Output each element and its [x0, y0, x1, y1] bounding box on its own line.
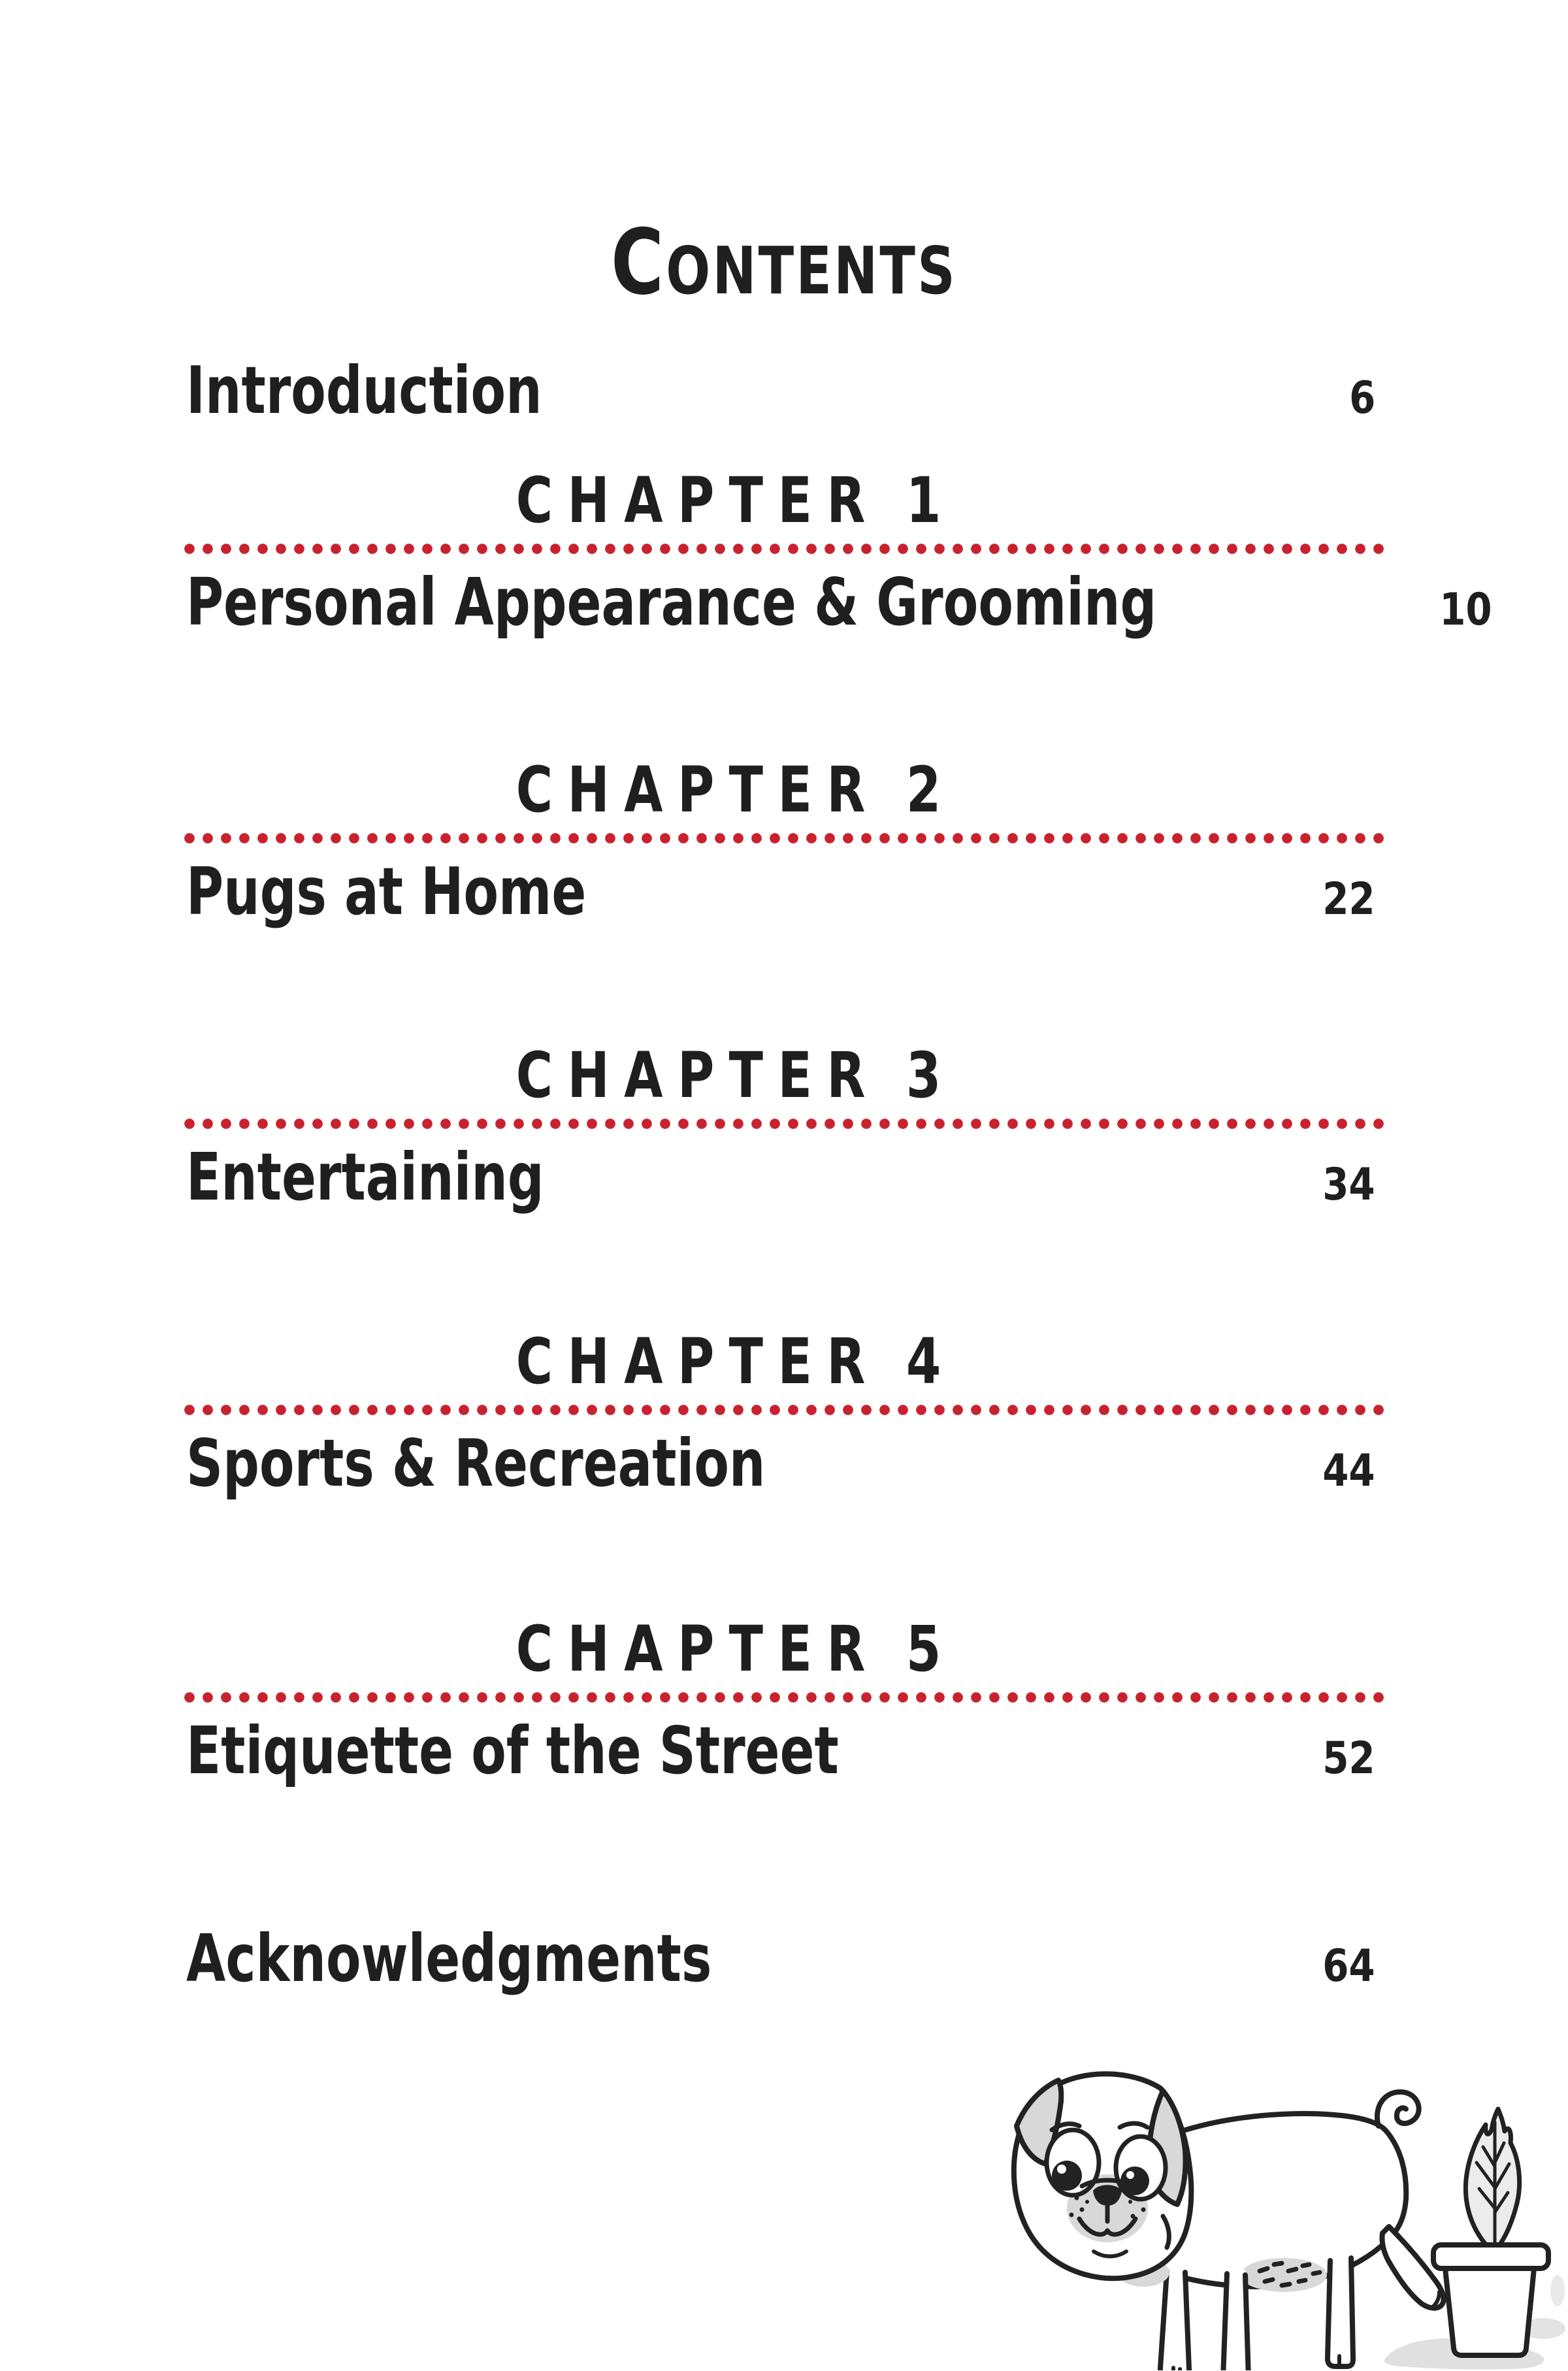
dotted-divider	[183, 1403, 1385, 1416]
page-title: CONTENTS	[611, 210, 957, 315]
toc-entry-introduction	[183, 352, 1385, 429]
toc-entry	[183, 1139, 1385, 1215]
toc-entry	[183, 1425, 1385, 1501]
toc-entry-title: Sports & Recreation	[186, 1425, 766, 1501]
toc-entry-title: Introduction	[186, 352, 542, 429]
chapter-label: CHAPTER	[515, 1612, 880, 1686]
pug	[1014, 2074, 1444, 2370]
toc-entry-acknowledgments	[183, 1920, 1385, 1997]
toc-page-number: 10	[1439, 584, 1492, 636]
chapter-number: 3	[906, 1039, 941, 1112]
potted-plant	[1433, 2109, 1548, 2355]
toc-chapter-block-2	[183, 753, 1385, 961]
toc-page-number: 6	[1348, 372, 1375, 424]
toc-page-number: 44	[1322, 1445, 1375, 1497]
chapter-label: CHAPTER	[515, 464, 880, 537]
chapter-number: 5	[906, 1612, 941, 1686]
toc-page-number: 22	[1322, 874, 1375, 925]
toc-page-number: 52	[1322, 1733, 1375, 1784]
chapter-heading	[292, 464, 1165, 537]
dotted-divider	[183, 832, 1385, 845]
dotted-divider	[183, 1691, 1385, 1704]
toc-entry	[183, 1712, 1385, 1789]
toc-entry	[183, 564, 1492, 640]
chapter-label: CHAPTER	[515, 1325, 880, 1398]
chapter-number: 4	[906, 1325, 941, 1398]
toc-chapter-block-3	[183, 1039, 1385, 1247]
toc-chapter-block-5	[183, 1612, 1385, 1820]
toc-chapter-block-4	[183, 1325, 1385, 1533]
pug-illustration	[947, 1991, 1568, 2370]
chapter-label: CHAPTER	[515, 753, 880, 826]
chapter-number: 1	[906, 464, 941, 537]
toc-page-number: 64	[1322, 1940, 1375, 1992]
toc-page-number: 34	[1322, 1159, 1375, 1211]
toc-entry-title: Personal Appearance & Grooming	[186, 564, 1157, 640]
chapter-heading	[292, 1325, 1165, 1398]
toc-chapter-block-1	[183, 464, 1492, 672]
toc-entry-title: Pugs at Home	[186, 853, 587, 930]
dotted-divider	[183, 542, 1385, 555]
chapter-number: 2	[906, 753, 941, 826]
toc-entry-title: Acknowledgments	[186, 1920, 712, 1997]
chapter-heading	[292, 753, 1165, 826]
dotted-divider	[183, 1117, 1385, 1130]
chapter-label: CHAPTER	[515, 1039, 880, 1112]
toc-entry-title: Entertaining	[186, 1139, 544, 1215]
toc-entry-title: Etiquette of the Street	[186, 1712, 839, 1789]
chapter-heading	[292, 1612, 1165, 1686]
chapter-heading	[292, 1039, 1165, 1112]
toc-entry	[183, 853, 1385, 930]
